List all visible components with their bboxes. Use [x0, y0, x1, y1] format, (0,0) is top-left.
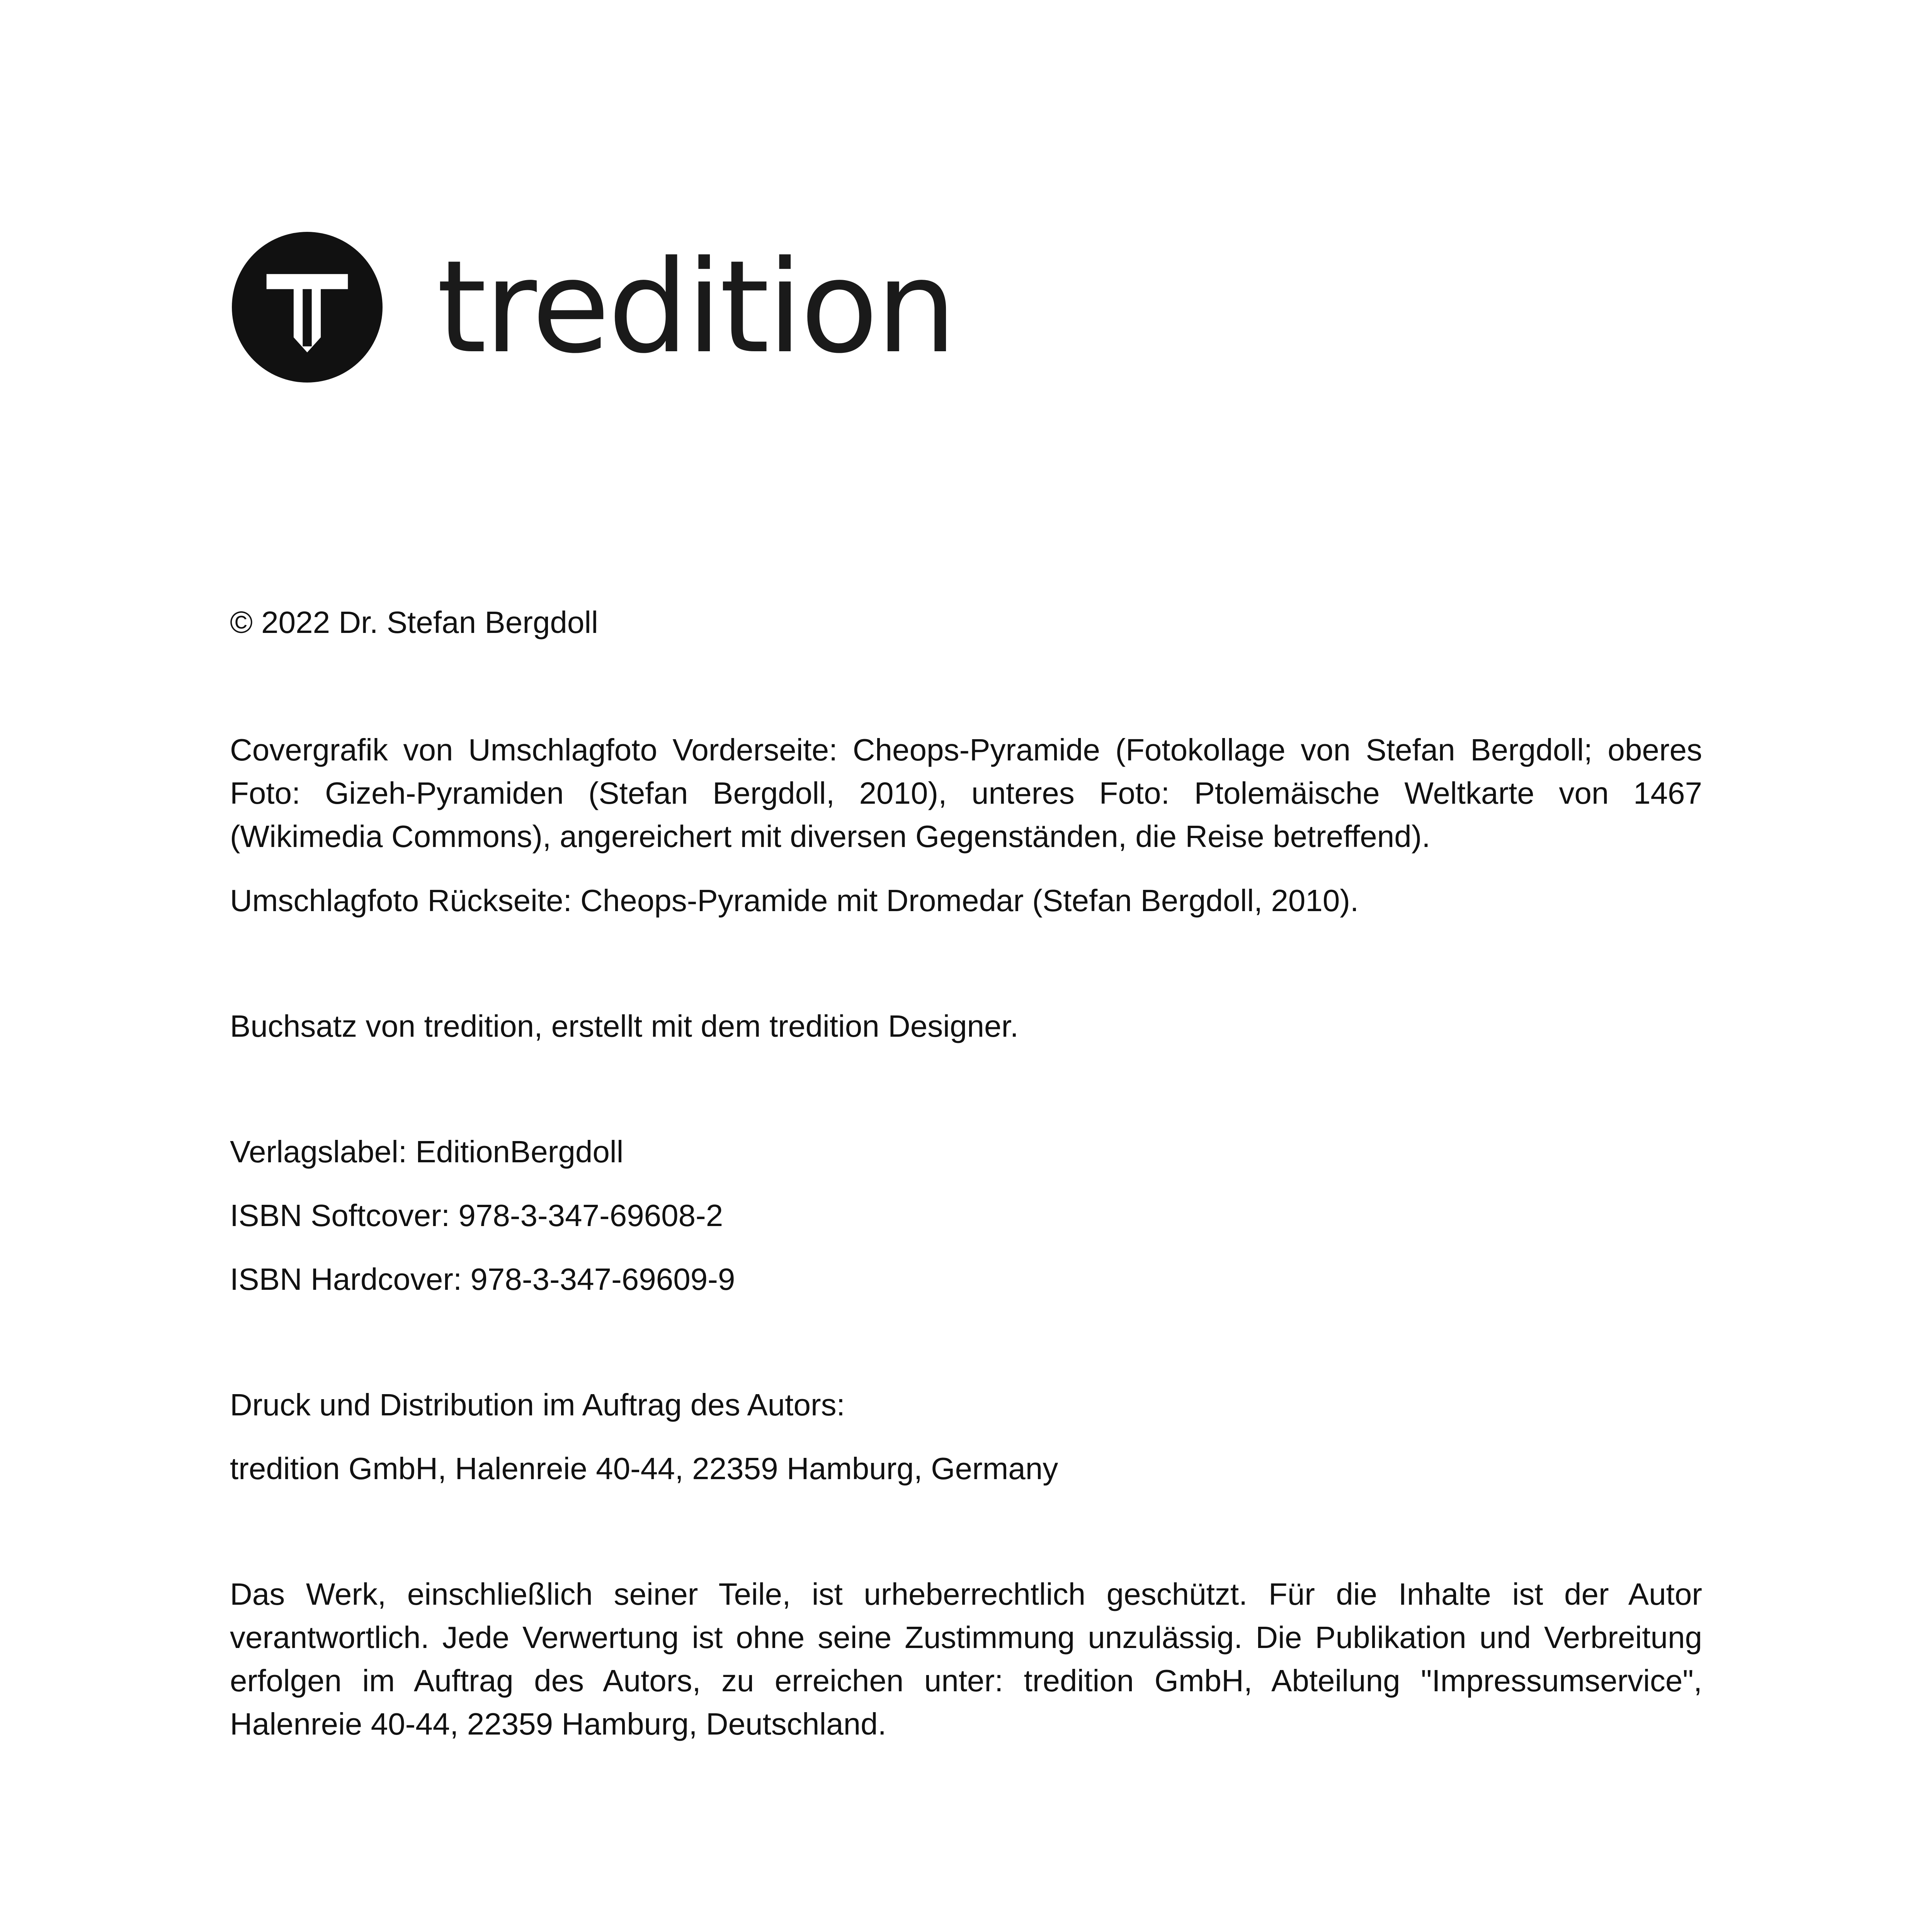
rights-notice: Das Werk, einschließlich seiner Teile, ist urheberrechtlich geschützt. Für die Inhalte ist der Autor verantwortlich. Jede Verwertung ist ohne seine Zustimmung unzulässig. Die Publikation und Verbreitung erfolgen im Auftrag des Autors, zu erreichen unter: tredition GmbH, Abteilung "Impressumservice", Halenreie 40-44, 22359 Hamburg, Deutschland. [230, 1577, 1702, 1741]
isbn-hardcover: ISBN Hardcover: 978-3-347-69609-9 [230, 1262, 735, 1296]
publisher-wordmark: tredition [437, 233, 955, 381]
cover-back-credit: Umschlagfoto Rückseite: Cheops-Pyramide mit Dromedar (Stefan Bergdoll, 2010). [230, 883, 1359, 918]
tredition-logo-icon [232, 232, 383, 383]
print-distribution-address: tredition GmbH, Halenreie 40-44, 22359 Hamburg, Germany [230, 1451, 1058, 1486]
publisher-label: Verlagslabel: EditionBergdoll [230, 1134, 624, 1169]
isbn-softcover: ISBN Softcover: 978-3-347-69608-2 [230, 1198, 723, 1233]
copyright-line: © 2022 Dr. Stefan Bergdoll [230, 605, 598, 639]
typesetting-note: Buchsatz von tredition, erstellt mit dem tredition Designer. [230, 1009, 1019, 1043]
print-distribution-heading: Druck und Distribution im Auftrag des Autors: [230, 1388, 845, 1422]
cover-front-credit: Covergrafik von Umschlagfoto Vorderseite: Cheops-Pyramide (Fotokollage von Stefan Bergdoll; oberes Foto: Gizeh-Pyramiden (Stefan Bergdoll, 2010), unteres Foto: Ptolemäische Weltkarte von 1467 (Wikimedia Commons), angereichert mit diversen Gegenständen, die Reise betreffend). [230, 733, 1702, 854]
publisher-logo [232, 232, 1005, 386]
